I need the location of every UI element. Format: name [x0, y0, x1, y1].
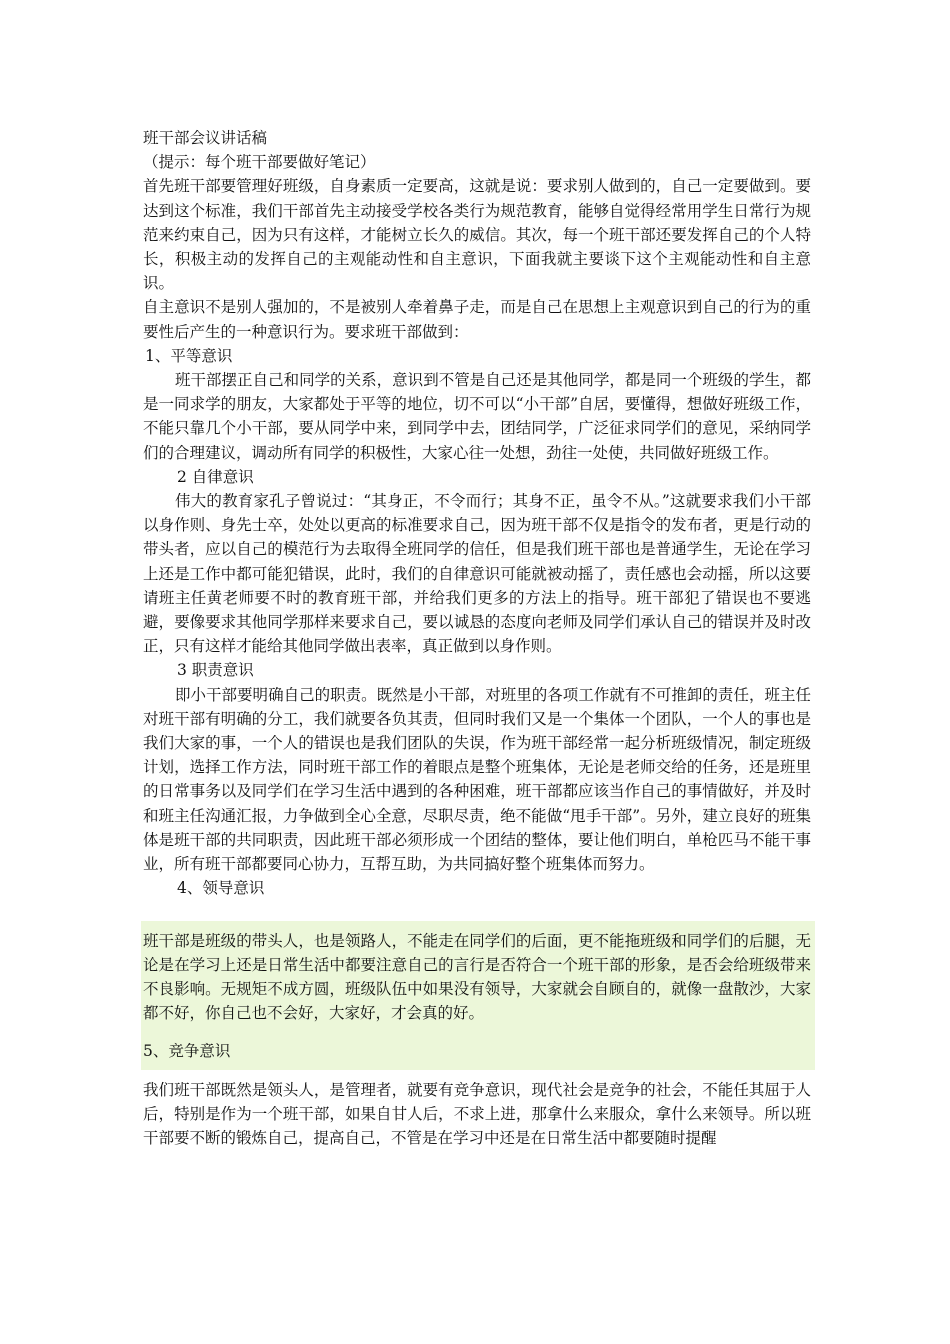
intro-paragraph-1: 首先班干部要管理好班级，自身素质一定要高，这就是说：要求别人做到的，自己一定要做到。要达到这个标准，我们干部首先主动接受学校各类行为规范教育，能够自觉得经常用学生日常行为规范来约束自己，因为只有这样，才能树立长久的威信。其次，每一个班干部还要发挥自己的个人特长，积极主动的发挥自己的主观能动性和自主意识，下面我就主要谈下这个主观能动性和自主意识。 — [143, 177, 811, 293]
hint-note: （提示：每个班干部要做好笔记） — [143, 153, 376, 172]
document-title: 班干部会议讲话稿 — [143, 129, 268, 147]
section-3-body: 即小干部要明确自己的职责。既然是小干部，对班里的各项工作就有不可推卸的责任，班主任对班干部有明确的分工，我们就要各负其责，但同时我们又是一个集体一个团队，一个人的事也是我们大家的事，一个人的错误也是我们团队的失误，作为班干部经常一起分析班级情况，制定班级计划，选择工作方法，同时班干部工作的着眼点是整个班集体，无论是老师交给的任务，还是班里的日常事务以及同学们在学习生活中遇到的各种困难，班干部都应该当作自己的事情做好，并及时和班主任沟通汇报，力争做到全心全意，尽职尽责，绝不能做“甩手干部”。另外，建立良好的班集体是班干部的共同职责，因此班干部必须形成一个团结的整体，要让他们明白，单枪匹马不能干事业，所有班干部都要同心协力，互帮互助，为共同搞好整个班集体而努力。 — [143, 685, 811, 874]
section-3-heading: 3 职责意识 — [177, 661, 254, 680]
section-4-body: 班干部是班级的带头人，也是领路人，不能走在同学们的后面，更不能拖班级和同学们的后腿，无论是在学习上还是日常生活中都要注意自己的言行是否符合一个班干部的形象，是否会给班级带来不良影响。无规矩不成方圆，班级队伍中如果没有领导，大家就会自顾自的，就像一盘散沙，大家都不好，你自己也不会好，大家好，才会真的好。 — [141, 921, 815, 1034]
section-4-heading: 4、领导意识 — [177, 879, 265, 898]
section-1-heading: 1、平等意识 — [145, 346, 233, 365]
section-2-body: 伟大的教育家孔子曾说过：“其身正，不令而行；其身不正，虽令不从。”这就要求我们小干部以身作则、身先士卒，处处以更高的标准要求自己，因为班干部不仅是指令的发布者，更是行动的带头者，应以自己的模范行为去取得全班同学的信任，但是我们班干部也是普通学生，无论在学习上还是工作中都可能犯错误，此时，我们的自律意识可能就被动摇了，责任感也会动摇，所以这要请班主任黄老师要不时的教育班干部，并给我们更多的方法上的指导。班干部犯了错误也不要逃避，要像要求其他同学那样来要求自己，要以诚恳的态度向老师及同学们承认自己的错误并及时改正，只有这样才能给其他同学做出表率，真正做到以身作则。 — [143, 492, 811, 656]
section-1-body: 班干部摆正自己和同学的关系，意识到不管是自己还是其他同学，都是同一个班级的学生，都是一同求学的朋友，大家都处于平等的地位，切不可以“小干部”自居，要懂得，想做好班级工作，不能只靠几个小干部，要从同学中来，到同学中去，团结同学，广泛征求同学们的意见，采纳同学们的合理建议，调动所有同学的积极性，大家心往一处想，劲往一处使，共同做好班级工作。 — [143, 371, 811, 462]
section-2-heading: 2 自律意识 — [177, 467, 254, 486]
document-body — [143, 126, 811, 1150]
section-5-heading: 5、竞争意识 — [141, 1033, 815, 1069]
blank-line — [143, 901, 811, 921]
intro-paragraph-2: 自主意识不是别人强加的，不是被别人牵着鼻子走，而是自己在思想上主观意识到自己的行为的重要性后产生的一种意识行为。要求班干部做到： — [143, 298, 811, 341]
section-5-body: 我们班干部既然是领头人，是管理者，就要有竞争意识，现代社会是竞争的社会，不能任其屈于人后，特别是作为一个班干部，如果自甘人后，不求上进，那拿什么来服众，拿什么来领导。所以班干部要不断的锻炼自己，提高自己，不管是在学习中还是在日常生活中都要随时提醒 — [143, 1080, 811, 1147]
